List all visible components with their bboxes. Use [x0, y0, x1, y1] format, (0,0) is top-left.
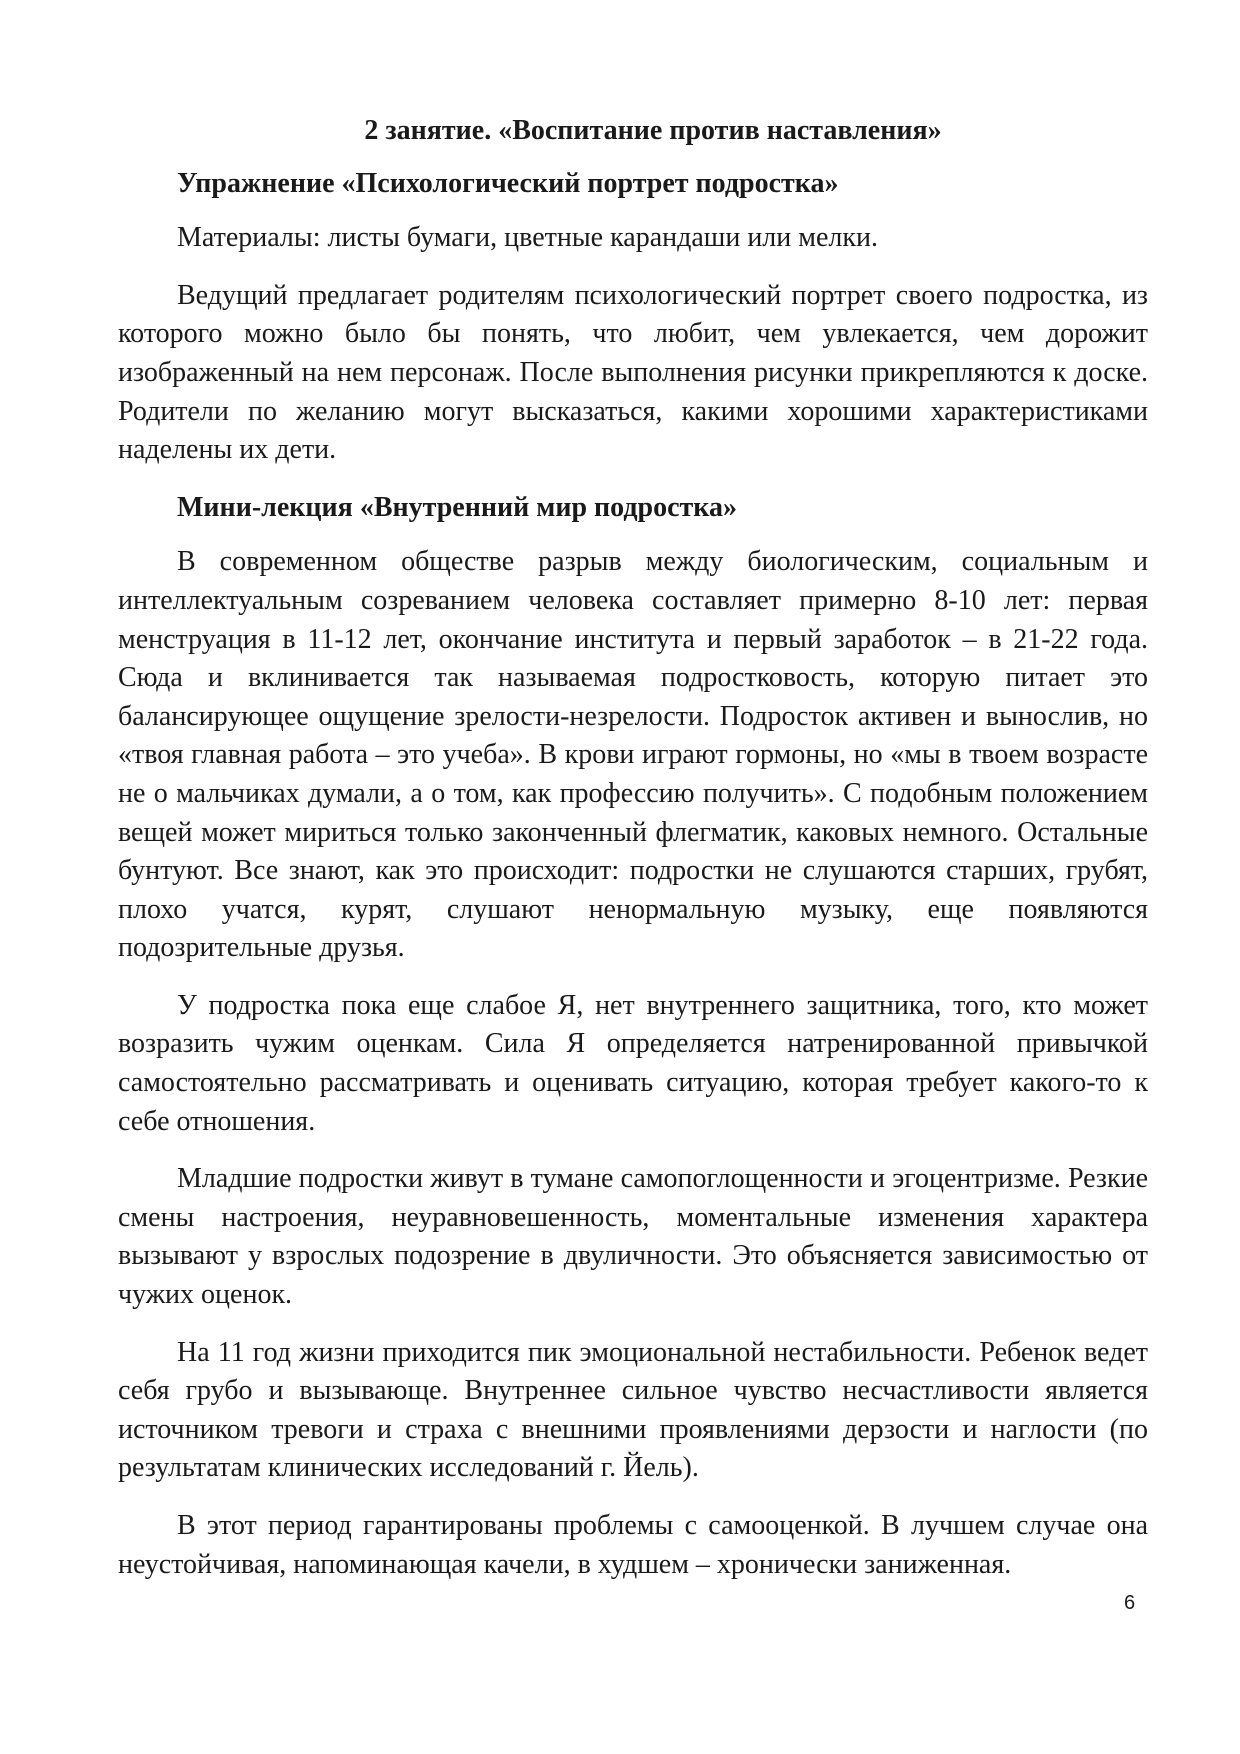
page-number: 6 [1124, 1592, 1136, 1614]
exercise-heading: Упражнение «Психологический портрет подростка» [177, 167, 839, 199]
lecture-heading: Мини-лекция «Внутренний мир подростка» [177, 491, 737, 523]
lecture-paragraph-3: Младшие подростки живут в тумане самопоглощенности и эгоцентризме. Резкие смены настроения, неуравновешенность, моментальные изменения характера вызывают у взрослых подозрение в двуличности. Это объясняется зависимостью от чужих оценок. [118, 1163, 1148, 1311]
lecture-paragraph-5: В этот период гарантированы проблемы с самооценкой. В лучшем случае она неустойчивая, напоминающая качели, в худшем – хронически заниженная. [118, 1510, 1148, 1580]
lesson-title: 2 занятие. «Воспитание против наставления» [364, 115, 942, 146]
exercise-paragraph: Ведущий предлагает родителям психологический портрет своего подростка, из которого можно было бы понять, что любит, чем увлекается, чем дорожит изображенный на нем персонаж. После выполнения рисунки прикрепляются к доске. Родители по желанию могут высказаться, какими хорошими характеристиками наделены их дети. [118, 279, 1148, 466]
lecture-paragraph-4: На 11 год жизни приходится пик эмоциональной нестабильности. Ребенок ведет себя грубо и вызывающе. Внутреннее сильное чувство несчастливости является источником тревоги и страха с внешними проявлениями дерзости и наглости (по результатам клинических исследований г. Йель). [118, 1336, 1148, 1484]
page-content [118, 112, 1148, 1603]
lecture-paragraph-1: В современном обществе разрыв между биологическим, социальным и интеллектуальным созреванием человека составляет примерно 8-10 лет: первая менструация в 11-12 лет, окончание института и первый заработок – в 21-22 года. Сюда и вклинивается так называемая подростковость, которую питает это балансирующее ощущение зрелости-незрелости. Подросток активен и вынослив, но «твоя главная работа – это учеба». В крови играют гормоны, но «мы в твоем возрасте не о мальчиках думали, а о том, как профессию получить». С подобным положением вещей может мириться только законченный флегматик, каковых немного. Остальные бунтуют. Все знают, как это происходит: подростки не слушаются старших, грубят, плохо учатся, курят, слушают ненормальную музыку, еще появляются подозрительные друзья. [118, 546, 1148, 964]
materials-paragraph: Материалы: листы бумаги, цветные карандаши или мелки. [177, 222, 878, 254]
lecture-paragraph-2: У подростка пока еще слабое Я, нет внутреннего защитника, того, кто может возразить чужим оценкам. Сила Я определяется натренированной привычкой самостоятельно рассматривать и оценивать ситуацию, которая требует какого-то к себе отношения. [118, 989, 1148, 1137]
